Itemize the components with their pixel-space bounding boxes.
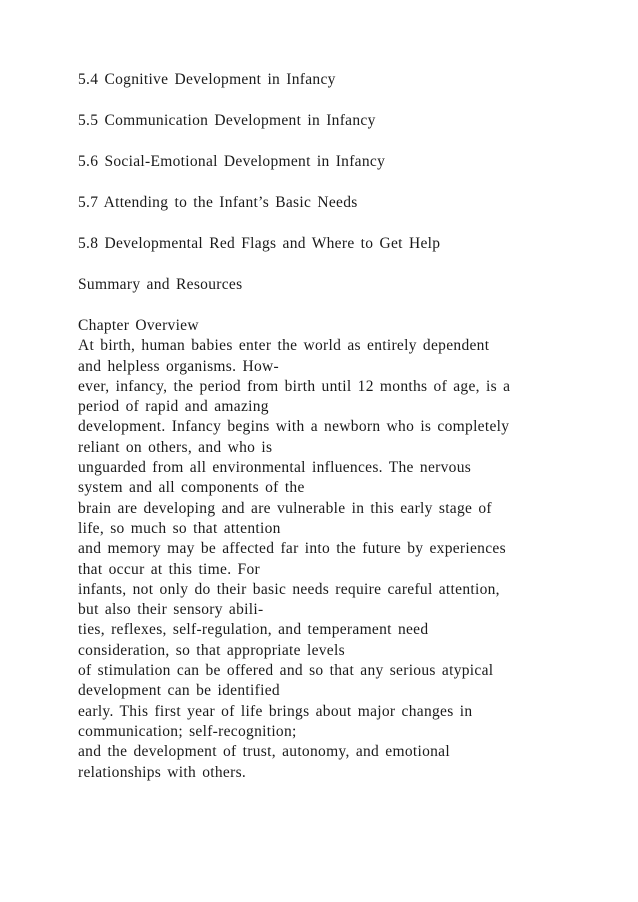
- overview-line: and the development of trust, autonomy, and emotional: [78, 743, 450, 761]
- overview-line: but also their sensory abili-: [78, 601, 264, 619]
- toc-item-5-8: 5.8 Developmental Red Flags and Where to Get Help: [78, 235, 441, 252]
- toc-item-summary: Summary and Resources: [78, 276, 243, 293]
- overview-line: ties, reflexes, self-regulation, and temperament need: [78, 621, 429, 639]
- document-page: [78, 70, 618, 783]
- overview-line: and helpless organisms. How-: [78, 357, 279, 375]
- overview-line: brain are developing and are vulnerable in this early stage of: [78, 499, 492, 517]
- overview-line: communication; self-recognition;: [78, 722, 297, 740]
- overview-line: consideration, so that appropriate levels: [78, 641, 345, 659]
- overview-line: early. This first year of life brings about major changes in: [78, 702, 473, 720]
- overview-line: relationships with others.: [78, 763, 247, 781]
- overview-line: life, so much so that attention: [78, 519, 281, 537]
- table-of-contents: [78, 70, 618, 295]
- chapter-overview: [78, 316, 618, 783]
- overview-line: system and all components of the: [78, 479, 305, 497]
- overview-line: At birth, human babies enter the world as entirely dependent: [78, 337, 490, 355]
- toc-item-5-5: 5.5 Communication Development in Infancy: [78, 112, 376, 129]
- overview-line: that occur at this time. For: [78, 560, 260, 578]
- overview-line: development. Infancy begins with a newborn who is completely: [78, 418, 510, 436]
- overview-line: period of rapid and amazing: [78, 398, 269, 416]
- overview-line: ever, infancy, the period from birth until 12 months of age, is a: [78, 377, 511, 395]
- overview-line: reliant on others, and who is: [78, 438, 273, 456]
- overview-heading: Chapter Overview: [78, 317, 199, 334]
- overview-line: unguarded from all environmental influences. The nervous: [78, 459, 472, 477]
- overview-line: infants, not only do their basic needs require careful attention,: [78, 580, 500, 598]
- toc-item-5-7: 5.7 Attending to the Infant’s Basic Needs: [78, 194, 358, 211]
- overview-line: of stimulation can be offered and so that any serious atypical: [78, 662, 494, 680]
- overview-line: development can be identified: [78, 682, 280, 700]
- toc-item-5-6: 5.6 Social-Emotional Development in Infancy: [78, 153, 386, 170]
- overview-line: and memory may be affected far into the future by experiences: [78, 540, 506, 558]
- toc-item-5-4: 5.4 Cognitive Development in Infancy: [78, 71, 336, 88]
